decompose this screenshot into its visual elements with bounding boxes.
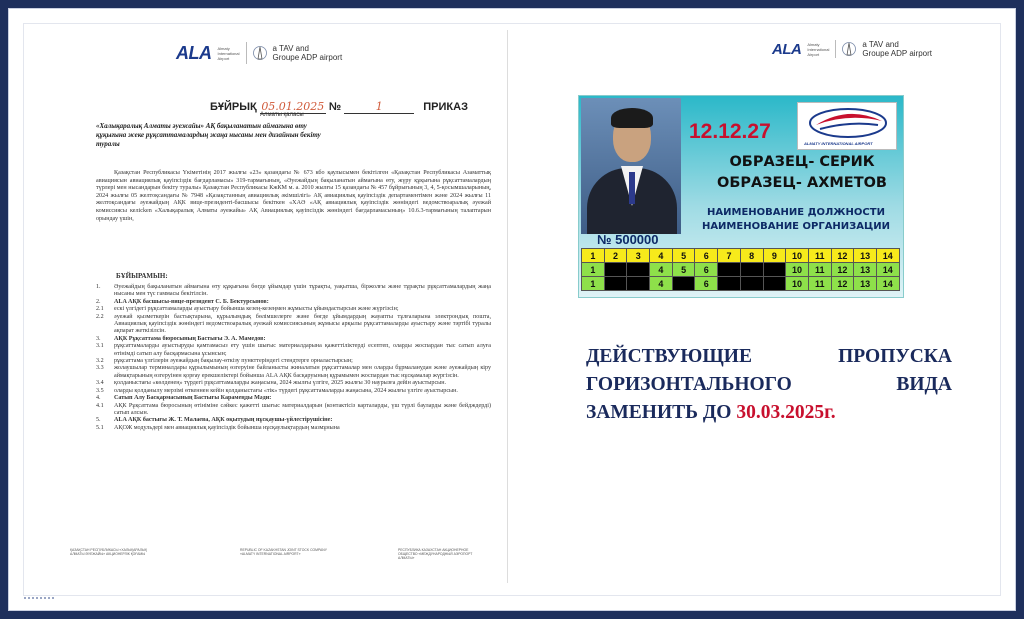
order-item-text: ескі үлгідегі рұқсаттамаларды ауыстыру бойынша кезең-кезеңмен жұмысты ұйымдастырсын және жүргізсін; — [114, 306, 399, 313]
zone-row — [582, 263, 900, 277]
ala-wordmark: ALA — [772, 40, 802, 58]
zone-cell: 1 — [582, 249, 605, 263]
order-item-text: ALA АҚК басшысы-вице-президент С. Б. Бектурсынов: — [114, 298, 269, 305]
zone-cell — [627, 277, 650, 291]
zone-cell: 12 — [831, 277, 854, 291]
ala-logo-document — [176, 42, 342, 64]
order-item-number: 3. — [96, 335, 101, 342]
order-item-number: 4.1 — [96, 402, 104, 409]
order-item-text: АҚОЖ модульдері мен авиациялық қауіпсіздік бойынша нұсқаулықтардың мазмұнына — [114, 424, 340, 431]
order-item — [96, 336, 491, 343]
order-item-text: АҚК Рұқсаттама бюросының өтініміне сәйкес қажетті шығыс материалдарын (контактісіз карталарды, үш түрлі бауларды және бейдждерді) сатып алсын. — [114, 402, 491, 416]
pass-expiry-date: 12.12.27 — [689, 120, 771, 143]
order-item-number: 5. — [96, 417, 101, 424]
zone-row — [582, 249, 900, 263]
order-item-number: 4. — [96, 395, 101, 402]
zone-cell — [763, 263, 786, 277]
zone-cell — [718, 277, 741, 291]
order-item — [96, 365, 491, 380]
zone-cell: 4 — [650, 277, 673, 291]
zone-cell: 1 — [582, 263, 605, 277]
order-item-number: 3.2 — [96, 358, 104, 365]
order-no: 1 — [344, 100, 414, 114]
pass-name-line-1: ОБРАЗЕЦ- СЕРИК — [729, 154, 875, 170]
order-label: БҰЙРЫҚ — [210, 101, 257, 113]
zone-cell: 11 — [808, 249, 831, 263]
sample-pass-card — [578, 95, 904, 298]
ala-wordmark: ALA — [176, 42, 212, 63]
footer-ru: РЕСПУБЛИКА КАЗАХСТАН АКЦИОНЕРНОЕ ОБЩЕСТВО «МЕЖДУНАРОДНЫЙ АЭРОПОРТ АЛМАТЫ» — [398, 548, 473, 561]
order-item — [96, 388, 491, 395]
notice-line-3-prefix: ЗАМЕНИТЬ ДО — [586, 402, 737, 423]
notice-line-1: ДЕЙСТВУЮЩИЕ ПРОПУСКА — [586, 346, 952, 367]
order-city: Алматы қаласы — [260, 112, 304, 118]
zone-cell: 5 — [672, 249, 695, 263]
order-date: 05.01.2025 — [261, 100, 325, 113]
pass-organization: НАИМЕНОВАНИЕ ОРГАНИЗАЦИИ — [701, 221, 891, 232]
order-item — [96, 314, 491, 336]
order-item-number: 5.1 — [96, 424, 104, 431]
zone-cell: 10 — [786, 263, 809, 277]
order-item-number: 2.2 — [96, 313, 104, 320]
zone-cell: 5 — [672, 263, 695, 277]
tav-line-2: Groupe ADP airport — [272, 53, 343, 62]
zone-cell — [627, 263, 650, 277]
zone-cell: 6 — [695, 249, 718, 263]
zone-cell: 6 — [695, 263, 718, 277]
zone-cell: 13 — [854, 249, 877, 263]
order-item-text: рұқсаттамаларды ауыстыруды қамтамасыз ету үшін шығыс материалдарына қажеттіліктерді есептеп, оларды жоспардан тыс сатып алуға өтінімді сатып алу басқармасына ұсынсын; — [114, 343, 491, 357]
footer-kz: ҚАЗАҚСТАН РЕСПУБЛИКАСЫ «ХАЛЫҚАРАЛЫҚ АЛМАТЫ ӘУЕЖАЙЫ» АКЦИОНЕРЛІК ҚОҒАМЫ — [70, 548, 147, 557]
tav-text — [862, 40, 932, 58]
footer-en: REPUBLIC OF KAZAKHSTAN JOINT STOCK COMPANY «ALMATY INTERNATIONAL AIRPORT» — [240, 548, 327, 557]
order-heading: БҰЙЫРАМЫН: — [116, 272, 168, 280]
zone-cell: 2 — [604, 249, 627, 263]
order-item-text: ALA АҚК бастығы Ж. Т. Малаева, АҚК оқытудың нұсқаушы-үйлестірушісіне: — [114, 417, 333, 424]
order-item-text: Сатып Алу Басқармасының Бастығы Карамеңды Мәди: — [114, 395, 272, 402]
order-title: «Халықаралық Алматы әуежайы» АҚ бақыланатын аймағына өту құқығына жеке рұқсаттамалардың жаңа нысаны мен дизайнын бекіту туралы — [96, 122, 321, 148]
order-item-number: 3.5 — [96, 387, 104, 394]
zone-cell: 14 — [876, 277, 899, 291]
ala-subtitle: Almaty International Airport — [217, 45, 240, 61]
order-item-number: 2.1 — [96, 306, 104, 313]
notice-deadline-date: 30.03.2025г. — [736, 402, 836, 423]
order-item — [96, 380, 491, 387]
zone-cell: 8 — [740, 249, 763, 263]
zone-cell: 14 — [876, 249, 899, 263]
logo-divider — [246, 42, 247, 64]
photo-tie — [629, 172, 635, 204]
order-item-text: жолаушылар терминалдары құрылымының өзгеруіне байланысты жиналатын рұқсаттамалар мен оларды бұрмаланудан және әуежайдың кіру аймақтарының өзгеруінен қорғау ерекшеліктері бойынша ALA АҚК басқаруының құрамымен жоспардан тыс нұсқамалар жүргізсін. — [114, 365, 491, 379]
tav-text — [273, 44, 343, 62]
zone-cell: 13 — [854, 277, 877, 291]
order-items-list — [96, 284, 491, 432]
order-ru-label: ПРИКАЗ — [423, 101, 468, 113]
order-item — [96, 343, 491, 358]
tav-line-1: a TAV and — [272, 44, 309, 53]
zone-cell: 1 — [582, 277, 605, 291]
order-item — [96, 395, 491, 402]
order-item-text: АҚК Рұқсаттама бюросының Бастығы Э. А. Мамедов: — [114, 335, 266, 342]
airport-logo-text: ALMATY INTERNATIONAL AIRPORT — [804, 141, 873, 146]
zone-cell: 10 — [786, 249, 809, 263]
order-item-text: Әуежайдың бақыланатын аймағына өту құқығына бөгде ұйымдар үшін тұрақты, уақытша, біржолғы және тұрақты рұқсаттамалардың жаңа нысаны мен түс гаммасы бекітілсін. — [114, 284, 491, 298]
airport-emblem-icon — [798, 103, 898, 141]
order-item-number: 3.3 — [96, 365, 104, 372]
zone-cell: 9 — [763, 249, 786, 263]
order-document — [50, 30, 508, 583]
zone-cell — [672, 277, 695, 291]
notice-line-3 — [586, 399, 952, 427]
order-item — [96, 425, 491, 432]
order-item-text: оларды қолданылу мерзімі өткеннен кейін қолданыстағы «тік» түрдегі рұқсаттамаларды жаңасына, 2024 жылғы үлгіге ауыстырсын. — [114, 387, 458, 394]
pass-name-line-2: ОБРАЗЕЦ- АХМЕТОВ — [717, 175, 887, 191]
zone-cell — [763, 277, 786, 291]
order-item-number: 3.4 — [96, 380, 104, 387]
zone-row — [582, 277, 900, 291]
order-item-number: 3.1 — [96, 343, 104, 350]
zone-cell: 13 — [854, 263, 877, 277]
zone-cell: 11 — [808, 277, 831, 291]
order-item-text: әуежай қызметкерін бастықтарына, құрылымдық бөлімшелерге және бөгде ұйымдардың жауапты тұлғаларына электрондық пошта, Авиациялық қауіпсіздік жөніндегі ведомствоаралық әуежай комиссиясының жұмысы арқылы рұқсаттамаларды ауыстыру және тәртібі туралы ақпарат жеткізілсін. — [114, 313, 491, 335]
notice-line-2: ГОРИЗОНТАЛЬНОГО ВИДА — [586, 374, 952, 395]
pass-number: № 500000 — [597, 232, 659, 247]
zone-cell: 4 — [650, 249, 673, 263]
order-item-number: 2. — [96, 298, 101, 305]
airport-logo — [797, 102, 897, 150]
order-preamble: Қазақстан Республикасы Үкіметінің 2017 жылғы «23» қазандағы № 673 кбо қаулысымен бекітілген «Қазақстан Республикасы Азаматтық авиациясын авиациялық қауіпсіздік бағдарламасы» 319-тармағының, «Әуежайдың бақыланатын аймағына өту, жүру құқығына рұқсаттамалардың түрлері мен нысандарын бекіту туралы» Қазақстан Республикасы КжКМ м. а. 2010 жылғы 15 қазандағы № 457 бұйрығының 3, 4, 5-қосымшаларының, 2024 жылғы 05 желтоқсандағы № 7948 «Қазақстанның авиациялық әкімшілігі» АҚ авиациялық қауіпсіздік департаментімен және 2024 жылғы 11 желтоқсандағы әуежайдың АҚК вице-президенті-басшысы бекіткен «ХАӘ «АҚ авиациялық қауіпсіздік жөніндегі ведомствоаралық әуежай комиссиясы келісken «Халықаралық Алматы әуежайы» АҚ Авиациялық қауіпсіздік жөніндегі бағдарламасының» 10.6.3-тармағының талаптарын орындау үшін, — [96, 170, 491, 222]
zone-cell — [718, 263, 741, 277]
holder-photo — [581, 98, 681, 234]
zone-cell: 12 — [831, 249, 854, 263]
zone-cell: 11 — [808, 263, 831, 277]
pass-position: НАИМЕНОВАНИЕ ДОЛЖНОСТИ — [707, 207, 885, 218]
order-item-text: қолданыстағы «көлденең» түрдегі рұқсаттамаларды жаңасына, 2024 жылғы үлгіге, 2025 жылғы 30 наурызға дейін ауыстырсын. — [114, 380, 447, 387]
zone-cell: 14 — [876, 263, 899, 277]
order-item — [96, 306, 491, 313]
zone-cell: 7 — [718, 249, 741, 263]
tower-icon — [253, 45, 267, 61]
photo-hair — [611, 108, 653, 128]
slide-marker — [24, 597, 54, 603]
logo-divider — [835, 40, 836, 58]
order-item — [96, 403, 491, 418]
order-item — [96, 284, 491, 299]
zone-cell — [604, 277, 627, 291]
tower-icon — [842, 41, 856, 57]
order-items — [96, 270, 491, 432]
tav-line-1: a TAV and — [862, 40, 899, 49]
access-zones-grid — [581, 248, 900, 291]
zone-cell: 3 — [627, 249, 650, 263]
zone-cell — [740, 263, 763, 277]
order-item-number: 1. — [96, 284, 101, 290]
ala-logo-top-right — [772, 40, 932, 58]
order-item-text: рұқсаттама үлгілерін әуежайдың бақылау-өткізу пункттеріндегі стендтерге орналастырсын; — [114, 358, 353, 365]
zone-cell: 6 — [695, 277, 718, 291]
tav-line-2: Groupe ADP airport — [862, 49, 932, 58]
zone-cell — [604, 263, 627, 277]
replacement-notice — [586, 343, 952, 427]
order-no-label: № — [328, 101, 342, 113]
zone-cell: 10 — [786, 277, 809, 291]
zone-cell: 12 — [831, 263, 854, 277]
zone-cell — [740, 277, 763, 291]
order-item — [96, 417, 491, 424]
order-header — [210, 100, 468, 114]
ala-subtitle: Almaty International Airport — [807, 41, 830, 57]
zone-cell: 4 — [650, 263, 673, 277]
